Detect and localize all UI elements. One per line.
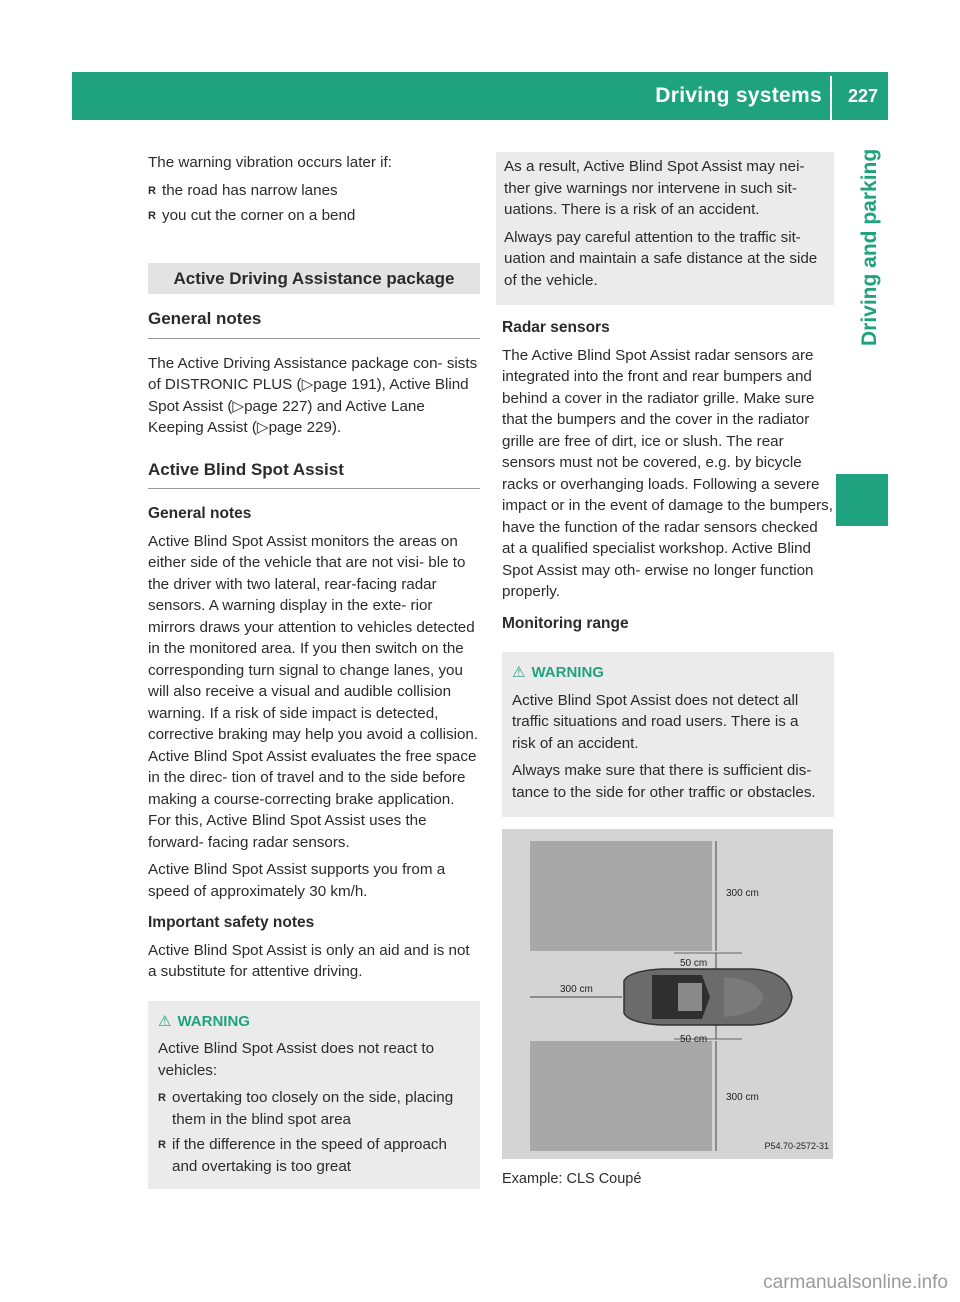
section-band-heading: Active Driving Assistance package	[148, 263, 480, 295]
safety-text: Active Blind Spot Assist is only an aid and is not a substitute for attentive driving.	[148, 941, 470, 980]
absa-general-paragraph-2: Active Blind Spot Assist supports you from a speed of approximately 30 km/h.	[148, 861, 446, 900]
general-notes-heading: General notes	[148, 308, 480, 339]
warning-title: ⚠ WARNING	[512, 662, 824, 684]
footer-url[interactable]: carmanualsonline.info	[763, 1272, 948, 1293]
warning-text-1: Active Blind Spot Assist does not detect all traffic situations and road users. There is a risk of an accident.	[512, 691, 799, 752]
car-icon	[624, 969, 792, 1025]
absa-heading: Active Blind Spot Assist	[148, 459, 480, 490]
left-column	[148, 152, 480, 1197]
diagram-code: P54.70-2572-31	[764, 1140, 829, 1151]
right-column	[502, 152, 834, 1191]
monitored-area-top	[530, 841, 712, 951]
warning-title: ⚠ WARNING	[158, 1011, 470, 1033]
section-title: Driving systems	[655, 84, 822, 107]
warning-triangle-icon: ⚠	[512, 664, 526, 681]
absa-general-heading: General notes	[148, 505, 252, 522]
monitored-area-bottom	[530, 1041, 712, 1151]
list-item: R you cut the corner on a bend	[148, 205, 480, 227]
monitoring-heading: Monitoring range	[502, 614, 629, 632]
warning-text-2: Always make sure that there is sufficient dis- tance to the side for other traffic or obstacles.	[512, 762, 816, 801]
warning-continued-p2: Always pay careful attention to the traffic sit- uation and maintain a safe distance at the side of the vehicle.	[504, 228, 818, 289]
side-tab-marker	[836, 474, 888, 526]
intro-text: The warning vibration occurs later if:	[148, 154, 392, 171]
general-notes-text: The Active Driving Assistance package con- sists of DISTRONIC PLUS (▷page 191), Active Blind Spot Assist (▷page 227) and Active Lane Keeping Assist (▷page 229).	[148, 354, 478, 436]
absa-general-paragraph-1: Active Blind Spot Assist monitors the areas on either side of the vehicle that are not visi- ble to the driver with two lateral, rear-facing radar sensors. A warning display in the exte- rior mirrors draws your attention to vehicles detected in the monitored area. If you then switch on the corresponding turn signal to change lanes, you will also receive a visual and audible collision warning. If a risk of side impact is detected, corrective braking may help you avoid a collision. Active Blind Spot Assist evaluates the free space in the direc- tion of travel and to the side before making a course-correcting brake application. For this, Active Blind Spot Assist uses the forward- facing radar sensors.	[148, 532, 479, 851]
warning-box	[502, 652, 834, 817]
side-tab-label: Driving and parking	[858, 148, 881, 346]
warning-box	[148, 1001, 480, 1190]
label-300-left: 300 cm	[560, 984, 593, 995]
header-bar	[72, 72, 888, 120]
label-300-bottom: 300 cm	[726, 1092, 759, 1103]
label-300-top: 300 cm	[726, 888, 759, 899]
diagram-caption: Example: CLS Coupé	[502, 1171, 642, 1187]
safety-heading: Important safety notes	[148, 914, 315, 931]
label-50-bottom: 50 cm	[680, 1034, 708, 1045]
diagram-svg	[502, 829, 833, 1159]
label-50-top: 50 cm	[680, 958, 708, 969]
warning-continued-p1: As a result, Active Blind Spot Assist may nei- ther give warnings nor intervene in such sit- uations. There is a risk of an accident.	[504, 158, 805, 218]
page-number: 227	[847, 86, 878, 106]
list-item: R overtaking too closely on the side, placing them in the blind spot area	[158, 1087, 470, 1130]
list-item: R the road has narrow lanes	[148, 180, 480, 202]
radar-heading: Radar sensors	[502, 319, 610, 336]
warning-text: Active Blind Spot Assist does not react to vehicles:	[158, 1040, 435, 1079]
monitoring-range-diagram	[502, 829, 833, 1159]
radar-text: The Active Blind Spot Assist radar sensors are integrated into the front and rear bumpers and behind a cover in the radiator grille. Make sure that the bumpers and the cover in the radiator grille are free of dirt, ice or slush. The rear sensors must not be covered, e.g. by bicycle racks or overhanging loads. Following a severe impact or in the event of damage to the bumpers, have the function of the radar sensors checked at a qualified specialist workshop. Active Blind Spot Assist may oth- erwise no longer function properly.	[502, 346, 833, 600]
warning-triangle-icon: ⚠	[158, 1012, 172, 1030]
list-item: R if the difference in the speed of approach and overtaking is too great	[158, 1134, 470, 1177]
header-divider	[830, 76, 832, 120]
warning-box-continued	[496, 152, 834, 305]
